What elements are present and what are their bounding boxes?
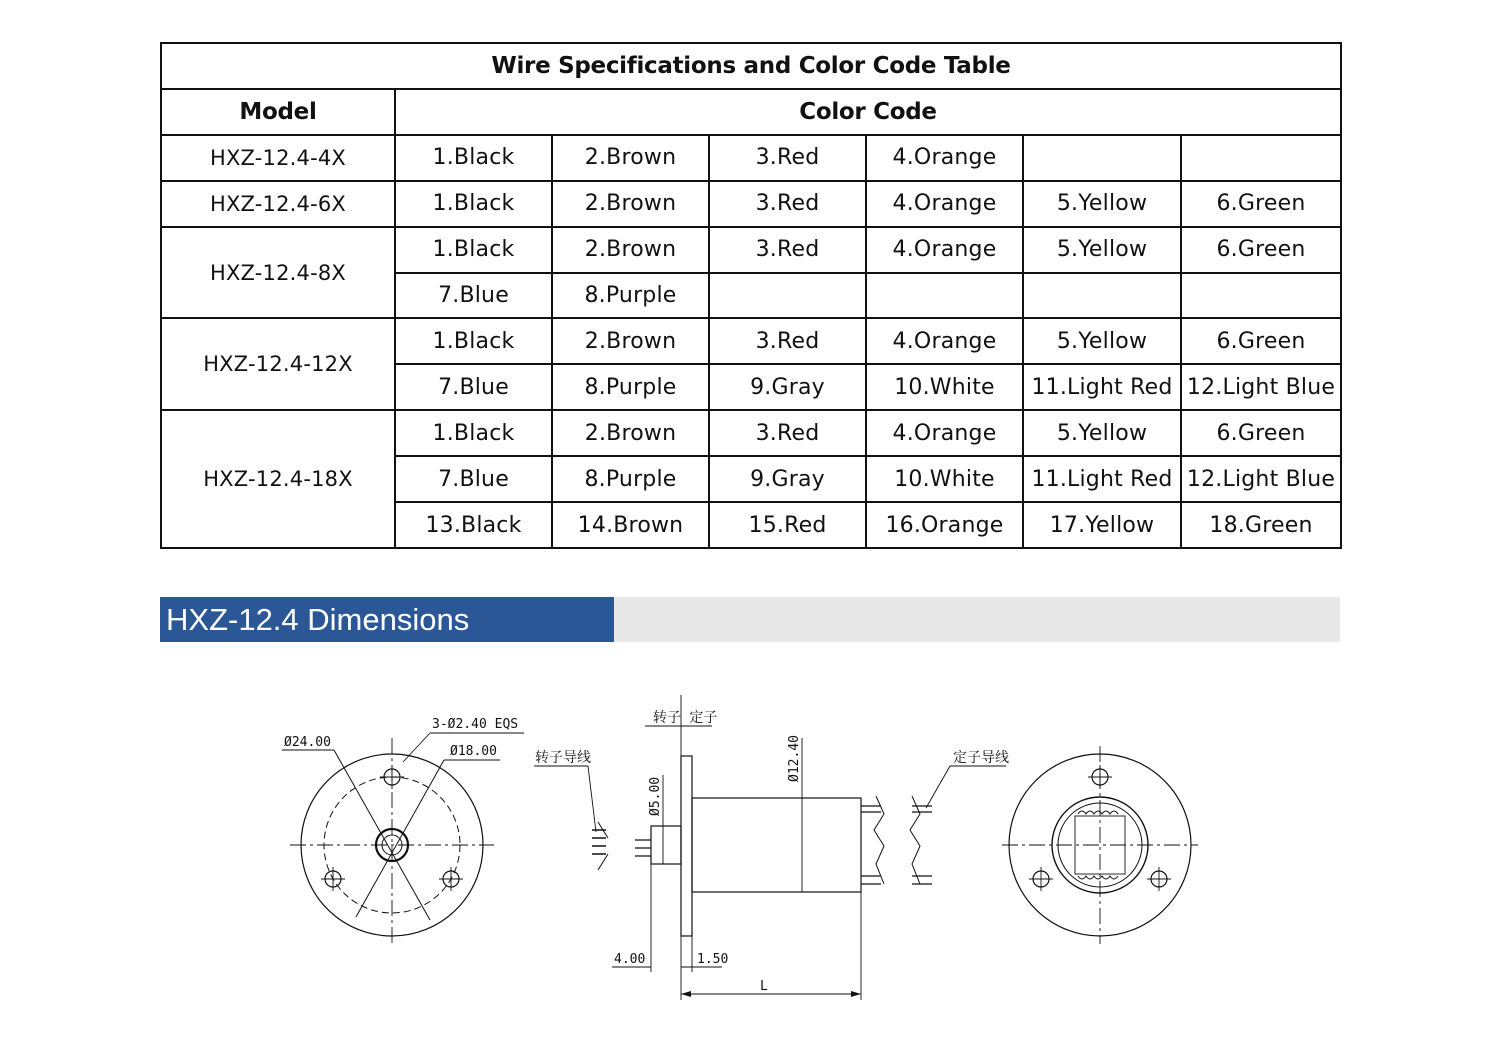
color-code-cell: 13.Black bbox=[395, 502, 552, 548]
color-code-cell: 2.Brown bbox=[552, 135, 709, 181]
color-code-cell bbox=[1181, 135, 1341, 181]
rotor-stator-label: 转子 定子 bbox=[653, 710, 718, 726]
color-code-cell: 5.Yellow bbox=[1023, 181, 1181, 227]
shaft-diameter-label: Ø5.00 bbox=[648, 776, 663, 816]
color-code-cell: 4.Orange bbox=[866, 227, 1023, 273]
color-code-cell: 3.Red bbox=[709, 181, 866, 227]
color-code-cell: 12.Light Blue bbox=[1181, 456, 1341, 502]
color-code-cell: 14.Brown bbox=[552, 502, 709, 548]
model-cell: HXZ-12.4-6X bbox=[161, 181, 395, 227]
side-view bbox=[534, 695, 932, 1000]
table-row bbox=[161, 227, 1341, 273]
color-code-cell: 1.Black bbox=[395, 227, 552, 273]
color-code-cell: 2.Brown bbox=[552, 181, 709, 227]
pitch-circle-label: Ø18.00 bbox=[450, 744, 497, 759]
mounting-holes-label: 3-Ø2.40 EQS bbox=[432, 717, 519, 732]
color-code-cell: 3.Red bbox=[709, 227, 866, 273]
color-code-cell: 11.Light Red bbox=[1023, 364, 1181, 410]
color-code-cell bbox=[709, 273, 866, 319]
color-code-cell: 1.Black bbox=[395, 181, 552, 227]
rotor-wire-label: 转子导线 bbox=[535, 750, 591, 766]
model-cell: HXZ-12.4-12X bbox=[161, 318, 395, 410]
color-code-column-header: Color Code bbox=[395, 89, 1341, 135]
color-code-cell: 2.Brown bbox=[552, 227, 709, 273]
color-code-cell: 3.Red bbox=[709, 410, 866, 456]
color-code-cell bbox=[1023, 273, 1181, 319]
color-code-cell: 6.Green bbox=[1181, 227, 1341, 273]
outer-diameter-label: Ø24.00 bbox=[284, 735, 331, 750]
color-code-cell: 6.Green bbox=[1181, 318, 1341, 364]
model-cell: HXZ-12.4-8X bbox=[161, 227, 395, 319]
color-code-cell: 11.Light Red bbox=[1023, 456, 1181, 502]
color-code-cell: 6.Green bbox=[1181, 181, 1341, 227]
color-code-cell: 17.Yellow bbox=[1023, 502, 1181, 548]
color-code-cell: 5.Yellow bbox=[1023, 410, 1181, 456]
color-code-cell: 12.Light Blue bbox=[1181, 364, 1341, 410]
color-code-cell: 3.Red bbox=[709, 318, 866, 364]
wire-spec-table bbox=[160, 42, 1342, 549]
color-code-cell: 15.Red bbox=[709, 502, 866, 548]
color-code-cell: 8.Purple bbox=[552, 273, 709, 319]
color-code-cell: 7.Blue bbox=[395, 273, 552, 319]
color-code-cell: 4.Orange bbox=[866, 135, 1023, 181]
color-code-cell: 2.Brown bbox=[552, 410, 709, 456]
dim-1-5-label: 1.50 bbox=[697, 952, 729, 967]
color-code-cell: 9.Gray bbox=[709, 456, 866, 502]
model-cell: HXZ-12.4-18X bbox=[161, 410, 395, 548]
dimensions-section-header bbox=[160, 597, 1340, 642]
color-code-cell: 1.Black bbox=[395, 410, 552, 456]
color-code-cell: 8.Purple bbox=[552, 364, 709, 410]
table-row bbox=[161, 318, 1341, 364]
flange-diameter-label: Ø12.40 bbox=[787, 735, 802, 782]
color-code-cell: 5.Yellow bbox=[1023, 318, 1181, 364]
table-row bbox=[161, 135, 1341, 181]
table-row bbox=[161, 181, 1341, 227]
table-title: Wire Specifications and Color Code Table bbox=[161, 43, 1341, 89]
stator-wire-label: 定子导线 bbox=[953, 750, 1009, 766]
color-code-cell: 8.Purple bbox=[552, 456, 709, 502]
back-view bbox=[926, 746, 1198, 944]
color-code-cell: 7.Blue bbox=[395, 456, 552, 502]
table-row bbox=[161, 410, 1341, 456]
color-code-cell: 5.Yellow bbox=[1023, 227, 1181, 273]
color-code-cell: 7.Blue bbox=[395, 364, 552, 410]
dim-4-label: 4.00 bbox=[614, 952, 646, 967]
model-column-header: Model bbox=[161, 89, 395, 135]
color-code-cell bbox=[866, 273, 1023, 319]
color-code-cell: 6.Green bbox=[1181, 410, 1341, 456]
length-label: L bbox=[760, 979, 768, 994]
color-code-cell: 2.Brown bbox=[552, 318, 709, 364]
color-code-cell: 1.Black bbox=[395, 318, 552, 364]
color-code-cell: 18.Green bbox=[1181, 502, 1341, 548]
front-view bbox=[282, 717, 524, 945]
dimensions-section-title: HXZ-12.4 Dimensions bbox=[160, 597, 614, 642]
color-code-cell: 9.Gray bbox=[709, 364, 866, 410]
color-code-cell: 3.Red bbox=[709, 135, 866, 181]
color-code-cell: 1.Black bbox=[395, 135, 552, 181]
model-cell: HXZ-12.4-4X bbox=[161, 135, 395, 181]
dimension-drawing bbox=[0, 680, 1500, 1010]
color-code-cell: 4.Orange bbox=[866, 181, 1023, 227]
color-code-cell: 4.Orange bbox=[866, 410, 1023, 456]
color-code-cell bbox=[1181, 273, 1341, 319]
color-code-cell bbox=[1023, 135, 1181, 181]
color-code-cell: 10.White bbox=[866, 364, 1023, 410]
color-code-cell: 10.White bbox=[866, 456, 1023, 502]
color-code-cell: 4.Orange bbox=[866, 318, 1023, 364]
color-code-cell: 16.Orange bbox=[866, 502, 1023, 548]
